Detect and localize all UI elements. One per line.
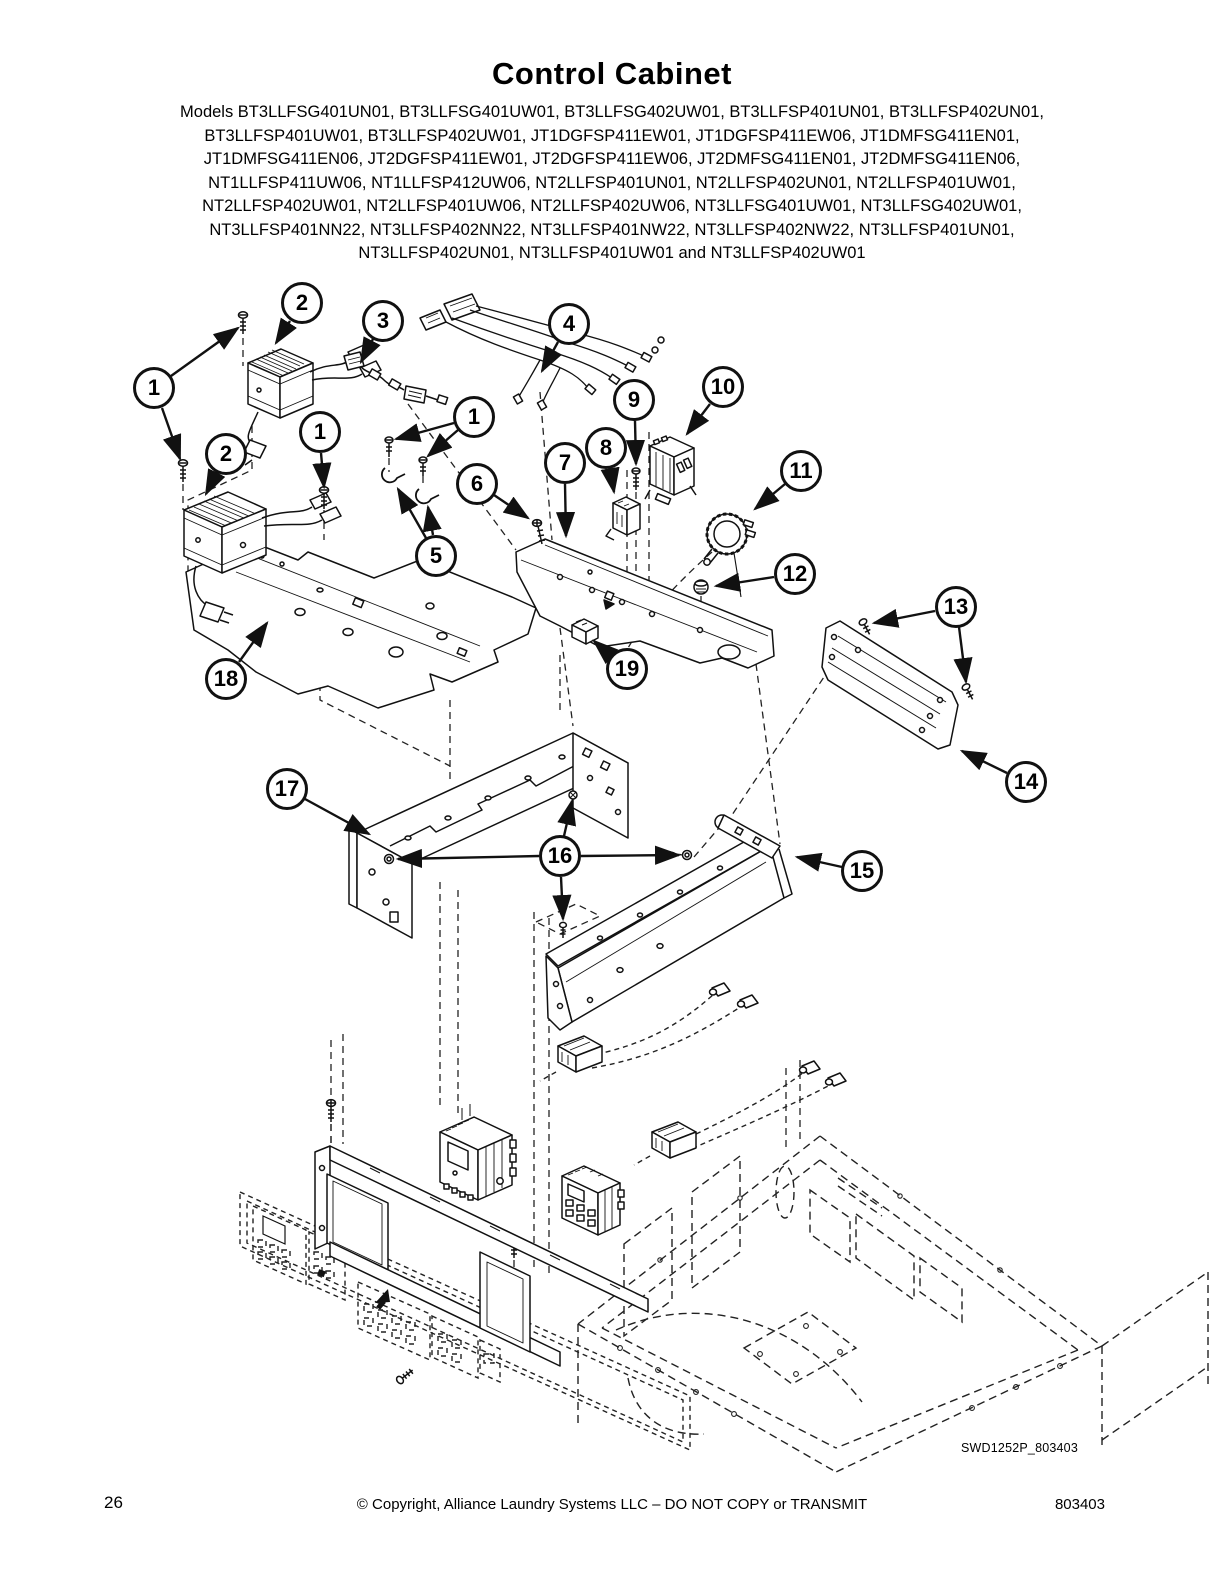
callout-2-a: 2 — [281, 282, 323, 324]
callout-8: 8 — [585, 427, 627, 469]
callout-11: 11 — [780, 450, 822, 492]
copyright-notice: © Copyright, Alliance Laundry Systems LLC – DO NOT COPY or TRANSMIT — [356, 1496, 868, 1513]
model-line: NT1LLFSP411UW06, NT1LLFSP412UW06, NT2LLFSP401UN01, NT2LLFSP402UN01, NT2LLFSP401UW01, — [208, 173, 1016, 192]
model-line: JT1DMFSG411EN06, JT2DGFSP411EW01, JT2DGFSP411EW06, JT2DMFSG411EN01, JT2DMFSG411EN06, — [203, 150, 1021, 168]
callout-1-c: 1 — [453, 396, 495, 438]
model-line: NT2LLFSP402UW01, NT2LLFSP401UW06, NT2LLFSP402UW06, NT3LLFSG401UW01, NT3LLFSG402UW01, — [202, 197, 1022, 215]
page-title: Control Cabinet — [492, 56, 732, 91]
callout-13: 13 — [935, 586, 977, 628]
callout-1-b: 1 — [299, 411, 341, 453]
model-line: NT3LLFSP402UN01, NT3LLFSP401UW01 and NT3LLFSP402UW01 — [358, 244, 866, 262]
callout-2-b: 2 — [205, 433, 247, 475]
callout-14: 14 — [1005, 761, 1047, 803]
callout-18: 18 — [205, 658, 247, 700]
page-number: 26 — [104, 1493, 123, 1512]
callout-7: 7 — [544, 442, 586, 484]
callout-4: 4 — [548, 303, 590, 345]
model-line: BT3LLFSP401UW01, BT3LLFSP402UW01, JT1DGFSP411EW01, JT1DGFSP411EW06, JT1DMFSG411EN01, — [204, 126, 1020, 145]
callout-15: 15 — [841, 850, 883, 892]
document-number: 803403 — [1054, 1496, 1105, 1513]
callout-16: 16 — [539, 835, 581, 877]
model-line: NT3LLFSP401NN22, NT3LLFSP402NN22, NT3LLFSP401NW22, NT3LLFSP402NW22, NT3LLFSP401UN01, — [209, 220, 1015, 239]
model-line: Models BT3LLFSG401UN01, BT3LLFSG401UW01, BT3LLFSG402UW01, BT3LLFSP401UN01, BT3LLFSP402UN01, — [180, 103, 1044, 121]
callout-6: 6 — [456, 463, 498, 505]
callout-17: 17 — [266, 768, 308, 810]
callout-12: 12 — [774, 553, 816, 595]
drawing-code: SWD1252P_803403 — [961, 1441, 1078, 1455]
callout-5: 5 — [415, 535, 457, 577]
callout-9: 9 — [613, 379, 655, 421]
callout-10: 10 — [702, 366, 744, 408]
callout-3: 3 — [362, 300, 404, 342]
callout-19: 19 — [606, 648, 648, 690]
callout-1-a: 1 — [133, 367, 175, 409]
